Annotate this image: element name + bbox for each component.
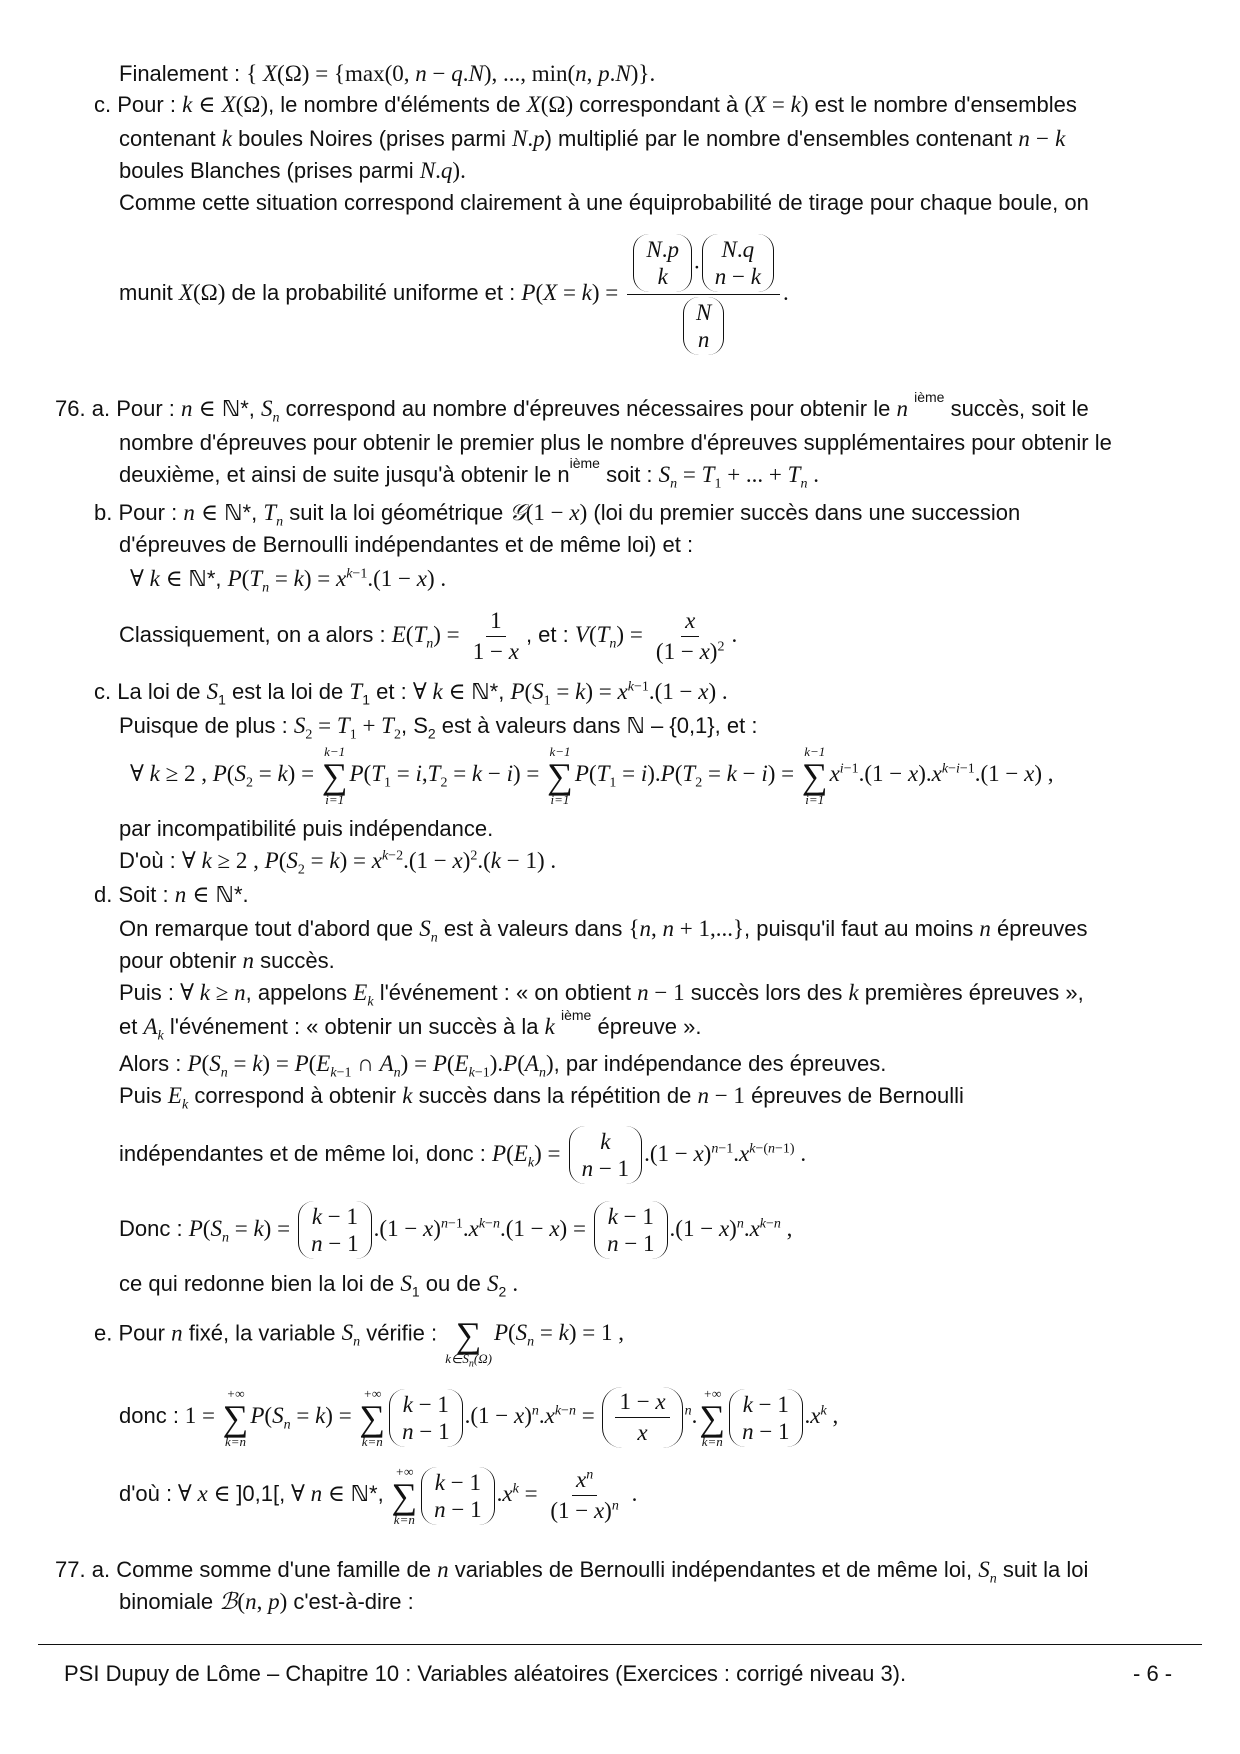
ex76d-line-2: On remarque tout d'abord que $S_n$ est à valeurs dans {n, n + 1,...}, puisqu'il faut au moins n épreuves (119, 916, 1088, 946)
exercise-number-76: 76. (55, 396, 86, 421)
item-marker-d: d. (94, 882, 113, 907)
ex76a-line-1: 76. a. Pour : n ∈ ℕ*, $S_n$ correspond au nombre d'épreuves nécessaires pour obtenir le n $^{ième}$ succès, soit le (55, 388, 1089, 426)
ex76b-line-1: b. Pour : n ∈ ℕ*, $T_n$ suit la loi géométrique 𝒢(1 − x) (loi du premier succès dans une succession (94, 500, 1021, 530)
exercise-number-77: 77. (55, 1557, 86, 1582)
ex75c-line-5: munit X(Ω) de la probabilité uniforme et : P(X = k) = N.p k . N.q n − k N n . (119, 218, 789, 368)
item-marker-a: a. (91, 396, 111, 421)
item-marker-c: c. (94, 92, 112, 117)
ex76c-line-4: par incompatibilité puis indépendance. (119, 816, 494, 841)
ex76d-line-4: Puis : ∀ k ≥ n, appelons $E_k$ l'événement : « on obtient n − 1 succès lors des k premières épreuves », (119, 980, 1084, 1010)
ex77a-line-1: 77. a. Comme somme d'une famille de n variables de Bernoulli indépendantes et de même loi, $S_n$ suit la loi (55, 1557, 1089, 1587)
ex76d-line-5: et $A_k$ l'événement : « obtenir un succès à la k $^{ième}$ épreuve ». (119, 1006, 702, 1044)
ex76d-line-10: ce qui redonne bien la loi de $S_1$ ou de $S_2$ . (119, 1271, 519, 1300)
ex75c-line-4: Comme cette situation correspond clairement à une équiprobabilité de tirage pour chaque boule, on (119, 190, 1089, 215)
ex76d-line-3: pour obtenir n succès. (119, 948, 335, 973)
item-marker-e: e. (94, 1320, 113, 1346)
ex76d-line-1: d. Soit : n ∈ ℕ*. (94, 882, 249, 908)
item-marker-c: c. (94, 679, 112, 704)
ex76e-line-1: e. Pour n fixé, la variable $S_n$ vérifie : ∑ $k\in S_n(\Omega)$ $P(S_n = k) = 1$ , (94, 1315, 625, 1370)
ex77a-line-2: binomiale ℬ(n, p) c'est-à-dire : (119, 1589, 414, 1614)
ex76c-line-1: c. La loi de $S_1$ est la loi de $T_1$ et : ∀ k ∈ ℕ*, $P(S_1 = k) = x^{k-1}.(1 - x)$ . (94, 679, 728, 709)
ex76b-line-2: d'épreuves de Bernoulli indépendantes et de même loi) et : (119, 532, 694, 557)
footer-rule (38, 1644, 1202, 1645)
ex76a-line-2: nombre d'épreuves pour obtenir le premier plus le nombre d'épreuves supplémentaires pour obtenir le (119, 430, 1112, 455)
ex76e-line-2: donc : 1 = +∞ ∑ k=n $P(S_n = k)$ = +∞ ∑ k=n k − 1 n − 1 $.(1 - x)^n.x^{k-n}$ = $\frac{1 - x}{x}$ $^n$. +∞ ∑ k=n k − 1 n − 1 $.x^k$ , (119, 1385, 839, 1449)
ex75c-line-1: c. Pour : k ∈ X(Ω), le nombre d'éléments de X(Ω) correspondant à (X = k) est le nombre d'ensembles (94, 92, 1077, 117)
item-marker-a: a. (91, 1557, 111, 1582)
footer-title: PSI Dupuy de Lôme – Chapitre 10 : Variables aléatoires (Exercices : corrigé niveau 3). (64, 1661, 907, 1686)
ex76c-line-2: Puisque de plus : $S_2 = T_1 + T_2$, $S_2$ est à valeurs dans ℕ – {0,1}, et : (119, 713, 758, 743)
page-number: - 6 - (1133, 1661, 1173, 1686)
ex76d-line-8: indépendantes et de même loi, donc : $P(E_k)$ = k n − 1 $.(1 - x)^{n-1}.x^{k-(n-1)}$ . (119, 1120, 806, 1188)
finalement-line: Finalement : { X(Ω) = {max(0, n − q.N), ..., min(n, p.N)}. (119, 61, 656, 86)
ex75c-line-2: contenant k boules Noires (prises parmi N.p) multiplié par le nombre d'ensembles contenant n − k (119, 126, 1066, 151)
ex76e-line-3: d'où : ∀ x ∈ ]0,1[, ∀ n ∈ ℕ*, +∞ ∑ k=n k − 1 n − 1 $.x^k$ = $\frac{x^n}{(1 - x)^n}$ . (119, 1463, 638, 1527)
ex76b-line-3: ∀ k ∈ ℕ*, $P(T_n = k) = x^{k-1}.(1 - x)$ . (130, 566, 447, 596)
ex76d-line-7: Puis $E_k$ correspond à obtenir k succès dans la répétition de n − 1 épreuves de Bernoulli (119, 1083, 964, 1113)
ex76c-line-5: D'où : ∀ k ≥ 2 , $P(S_2 = k) = x^{k-2}.(1 - x)^2.(k - 1)$ . (119, 848, 557, 878)
ex76b-line-4: Classiquement, on a alors : $E(T_n)$ = $\frac{1}{1 - x}$ , et : $V(T_n)$ = $\frac{x}{(1 - x)^2}$ . (119, 607, 738, 664)
hypergeometric-fraction: N.p k . N.q n − k N n (627, 234, 780, 355)
ex76d-line-6: Alors : $P(S_n = k) = P(E_{k-1}$ ∩ $A_n) = P(E_{k-1}).P(A_n)$, par indépendance des épreuves. (119, 1051, 887, 1081)
finalement-label: Finalement : (119, 61, 241, 86)
ex76d-line-9: Donc : $P(S_n = k)$ = k − 1 n − 1 $.(1 - x)^{n-1}.x^{k-n}.(1 - x)$ = k − 1 n − 1 $.(1 - x)^n.x^{k-n}$ , (119, 1195, 792, 1263)
ex76a-line-3: deuxième, et ainsi de suite jusqu'à obtenir le $n^{ième}$ soit : $S_n = T_1$ + ... + $T_n$ . (119, 454, 819, 492)
item-marker-b: b. (94, 500, 113, 525)
ex75c-line-3: boules Blanches (prises parmi N.q). (119, 158, 466, 183)
ex76c-line-3: ∀ k ≥ 2 , $P(S_2 = k)$ = k−1 ∑ i=1 $P(T_1 = i,T_2 = k - i)$ = k−1 ∑ i=1 $P(T_1 = i).P(T_2 = k - i)$ = k−1 ∑ i=1 $x^{i-1}.(1 - x).x^{k-i-1}.(1 - x)$ , (130, 743, 1054, 807)
